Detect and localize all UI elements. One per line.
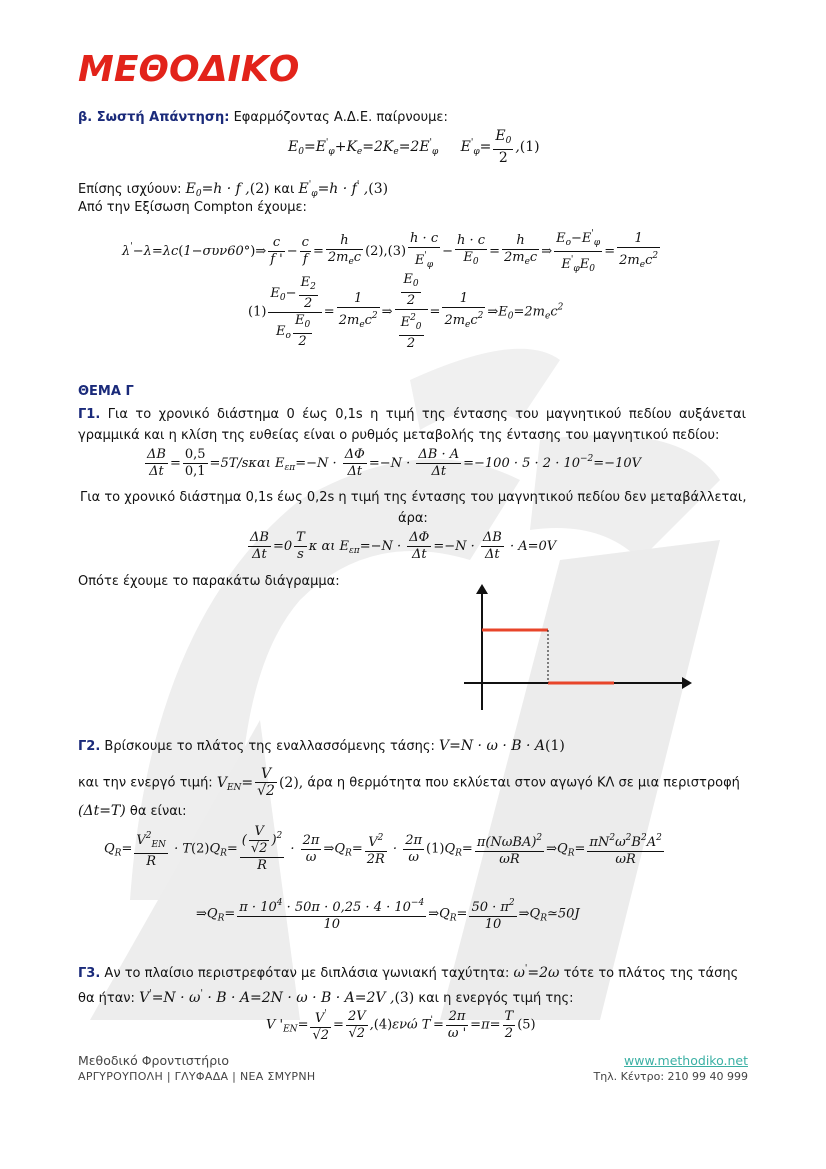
- g1-text3: Οπότε έχουμε το παρακάτω διάγραμμα:: [78, 574, 340, 589]
- answer-b-line: [78, 109, 448, 127]
- g3-text1: Αν το πλαίσιο περιστρεφόταν με διπλάσια γωνιακή ταχύτητα:: [104, 966, 510, 981]
- theme-title: ΘΕΜΑ Γ: [78, 384, 134, 399]
- equation-g2-heat: $Q_R=$ $\frac{V^2_{EN}}{R}$ · $T(2)Q_R=$ ( $\frac{V}{√2}$ )$^2$ R · $\frac{2\pi}{\omega}$ $\Rightarrow Q_R=$ $\frac{V^2}{2R}$ · $\frac{2\pi}{\omega}$ $(1)Q_R=$ $\frac{\pi(N\omega BA)^2}{\omega R}$ $\Rightarrow Q_R=$ $\frac{\pi N^2\omega^2B^2A^2}{\omega R}$: [104, 824, 662, 873]
- g1-ara: άρα:: [398, 511, 428, 526]
- x-axis-arrow: [682, 677, 692, 689]
- equation-result-e0: (1) $E_0-$ $\frac{E_2}{2}$ $E_o$ $\frac{E_0}{2}$ = $\frac{1}{2m_ec^2}$ ⇒ $\frac{\frac{E_0}{2}}{\frac{E^2_0}{2}}$ = $\frac{1}{2m_ec^2}$ $\Rightarrow E_0=2m_ec^2$: [248, 272, 564, 351]
- emf-chart: [460, 582, 696, 712]
- g2-line3: (Δt=T) θα είναι:: [78, 803, 187, 819]
- g2-text3: θα είναι:: [129, 804, 187, 819]
- compton-intro: Από την Εξίσωση Compton έχουμε:: [78, 200, 307, 215]
- g3-line1: Γ3. Αν το πλαίσιο περιστρεφόταν με διπλάσια γωνιακή ταχύτητα: ω'=2ω τότε το πλάτος της τάσης: [78, 964, 739, 981]
- g1-label: Γ1.: [78, 407, 101, 422]
- equation-g3: V '$_{EN}=$ $\frac{V'}{√2}$ = $\frac{2V}{√2}$ ,(4)ενώ T'= $\frac{2\pi}{\omega '}$ =π= $\frac{T}{2}$ (5): [266, 1006, 536, 1044]
- footer-locations: ΑΡΓΥΡΟΥΠΟΛΗ | ΓΛΥΦΑΔΑ | ΝΕΑ ΣΜΥΡΝΗ: [78, 1070, 316, 1083]
- g2-line2: και την ενεργό τιμή: $V_{EN}=$ $\frac{V}{√2}$ (2), άρα η θερμότητα που εκλύεται στον αγωγό ΚΛ σε μια περιστροφή: [78, 766, 740, 799]
- equation-g1-zero: $\frac{\Delta B}{\Delta t}$ =0 $\frac{T}{s}$ κ αι $E_{\varepsilon\pi}=-N$ · $\frac{\Delta\Phi}{\Delta t}$ =−N · $\frac{\Delta B}{\Delta t}$ · A=0V: [250, 530, 557, 562]
- footer-phone: Τηλ. Κέντρο: 210 99 40 999: [593, 1070, 748, 1083]
- g2-line1: Γ2. Βρίσκουμε το πλάτος της εναλλασσόμενης τάσης: V=N · ω · B · A(1): [78, 738, 565, 754]
- g1-text2: Για το χρονικό διάστημα 0,1s έως 0,2s η τιμή της έντασης του μαγνητικού πεδίου δεν μεταβάλλεται,: [80, 490, 747, 505]
- g2-label: Γ2.: [78, 739, 101, 754]
- g3-label: Γ3.: [78, 966, 101, 981]
- relations-also: Επίσης ισχύουν:: [78, 182, 182, 197]
- y-axis-arrow: [476, 584, 488, 594]
- g3-text1b: τότε το πλάτος της τάσης: [563, 966, 739, 981]
- g3-line2: θα ήταν: V'=N · ω' · B · A=2N · ω · B · A=2V ,(3) και η ενεργός τιμή της:: [78, 989, 574, 1006]
- g2-text2a: και την ενεργό τιμή:: [78, 775, 213, 791]
- footer-name: Μεθοδικό Φροντιστήριο: [78, 1053, 230, 1068]
- g2-text2b: άρα η θερμότητα που εκλύεται στον αγωγό ΚΛ σε μια περιστροφή: [307, 775, 740, 791]
- brand-logo-text: ΜΕΘΟΔΙΚΟ: [78, 49, 300, 88]
- answer-b-intro: Εφαρμόζοντας Α.Δ.Ε. παίρνουμε:: [233, 110, 448, 125]
- g2-text1: Βρίσκουμε το πλάτος της εναλλασσόμενης τάσης:: [104, 739, 435, 754]
- g3-text2a: θα ήταν:: [78, 991, 135, 1006]
- g3-text2b: και η ενεργός τιμή της:: [418, 991, 574, 1006]
- equation-compton: λ'−λ=λc(1−συν60°)⇒ $\frac{c}{f '}$ − $\frac{c}{f}$ = $\frac{h}{2m_ec}$ (2),(3) $\frac{h \cdot c}{E'_\varphi}$ − $\frac{h \cdot c}{E_0}$ = $\frac{h}{2m_ec}$ ⇒ $\frac{E_o-E'_\varphi}{E'_\varphi E_0}$ = $\frac{1}{2m_ec^2}$: [122, 226, 662, 277]
- equation-energy-conservation: $E_0=E'_\varphi+K_e=2K_e=2E'_\varphi$ $E'_\varphi=$ $\frac{E_0}{2}$ ,(1): [288, 128, 540, 166]
- relations-line: Επίσης ισχύουν: $E_0=h \cdot f$ ,(2) και $E'_\varphi=h \cdot f'$ ,(3): [78, 180, 389, 199]
- answer-b-label: β. Σωστή Απάντηση:: [78, 110, 230, 125]
- g1-text1: Για το χρονικό διάστημα 0 έως 0,1s η τιμή της έντασης του μαγνητικού πεδίου αυξάνεται γραμμικά και η κλίση της ευθείας είναι ο ρυθμός μεταβολής της έντασης του μαγνητικού πεδίου:: [78, 407, 746, 443]
- equation-g2-result: $\Rightarrow Q_R=$ $\frac{\pi \cdot 10^4 \cdot 50\pi \cdot 0,25 \cdot 4 \cdot 10^{-4}}{10}$ $\Rightarrow Q_R=$ $\frac{50 \cdot \pi^2}{10}$ $\Rightarrow Q_R≃50J$: [196, 895, 580, 933]
- g1-paragraph: [78, 404, 746, 446]
- equation-g1-emf: $\frac{\Delta B}{\Delta t}$ = $\frac{0,5}{0,1}$ =5T/sκαι $E_{\varepsilon\pi}=-N$ · $\frac{\Delta\Phi}{\Delta t}$ =−N · $\frac{\Delta B \cdot A}{\Delta t}$ $=-100 \cdot 5 \cdot 2 \cdot 10^{-2}=-10V$: [147, 447, 641, 479]
- brand-logo: [78, 48, 338, 92]
- relations-and: και: [273, 182, 295, 197]
- footer-website-link[interactable]: www.methodiko.net: [624, 1053, 748, 1068]
